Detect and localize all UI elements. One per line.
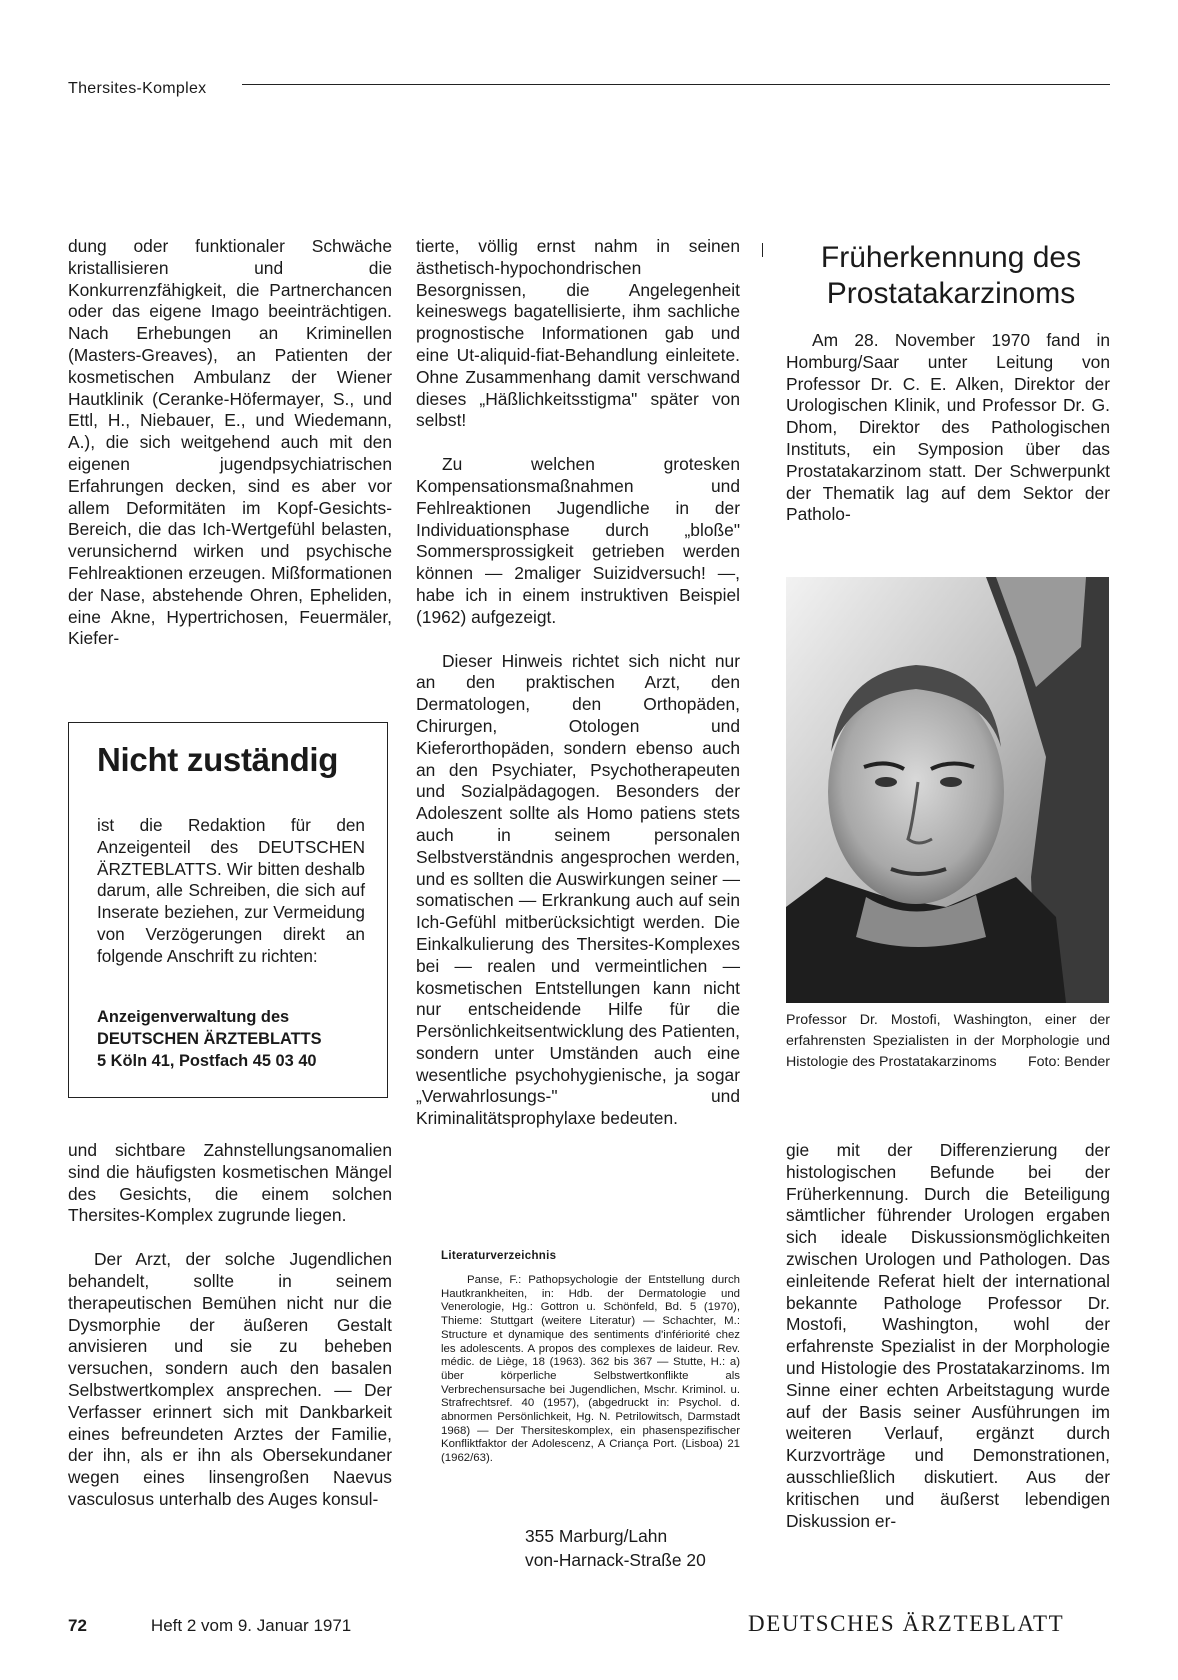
- address-line: 355 Marburg/Lahn: [525, 1526, 668, 1546]
- paragraph: und sichtbare Zahnstellungsanomalien sind die häufigsten kosmetischen Mängel des Gesichts, die einem solchen Thersites-Komplex zugrunde liegen.: [68, 1140, 392, 1226]
- paragraph: dung oder funktionaler Schwäche kristallisieren und die Konkurrenzfähigkeit, die Partnerchancen oder das eigene Imago beeinträchtigen. Nach Erhebungen an Kriminellen (Masters-Greaves), an Patienten der kosmetischen Ambulanz der Wiener Hautklinik (Ceranke-Höfermayer, S., und Ettl, H., Niebauer, E., und Wiedemann, A.), die sich weitgehend auch mit den eigenen jugendpsychiatrischen Erfahrungen decken, sind es aber vor allem Deformitäten im Kopf-Gesichts-Bereich, die das Ich-Wertgefühl belasten, verunsichernd wirken und psychische Fehlreaktionen erzeugen. Mißformationen der Nase, abstehende Ohren, Epheliden, eine Akne, Hypertrichosen, Feuermäler, Kiefer-: [68, 236, 392, 649]
- paragraph: Der Arzt, der solche Jugendlichen behandelt, sollte in seinem therapeutischen Bemühen nicht nur die Dysmorphie der äußeren Gestalt anvisieren und sie zu beheben versuchen, sondern auch den basalen Selbstwertkomplex ansprechen. — Der Verfasser erinnert sich mit Dankbarkeit eines befreundeten Arztes der Familie, der ihn, als er ihn als Obersekundaner wegen eines linsengroßen Naevus vasculosus unterhalb des Auges konsul-: [68, 1249, 392, 1509]
- paragraph: Dieser Hinweis richtet sich nicht nur an den praktischen Arzt, den Dermatologen, den Orthopäden, Chirurgen, Otologen und Kieferorthopäden, sondern ebenso auch an den Psychiater, Psychotherapeuten und Sozialpädagogen. Besonders der Adoleszent sollte als Homo patiens stets auch in seinem personalen Selbstverständnis angesprochen werden, und es sollten die Auswirkungen seiner — somatischen — Erkrankung auch auf sein Ich-Gefühl mitberücksichtigt werden. Die Einkalkulierung des Thersites-Komplexes bei — realen und vermeintlichen — kosmetischen Entstellungen kann nicht nur entscheidende Hilfe für die Persönlichkeitsentwicklung des Patienten, sondern unter Umständen auch eine wesentliche psychohygienische, ja sogar „Verwahrlosungs-" und Kriminalitätsprophylaxe bedeuten.: [416, 650, 740, 1129]
- column-1-top: [68, 236, 392, 672]
- literature-text: [441, 1274, 740, 1466]
- column-3-bottom: [786, 1140, 1110, 1554]
- paragraph: gie mit der Differenzierung der histologischen Befunde bei der Früherkennung. Durch die Beteiligung sämtlicher führender Urologen ergaben sich ideale Diskussionsmöglichkeiten zwischen Urologen und Pathologen. Das einleitende Referat hielt der international bekannte Pathologe Professor Dr. Mostofi, Washington, wohl der erfahrenste Spezialist in der Morphologie und Histologie des Prostatakarzinoms. Im Sinne einer echten Arbeitstagung wurde auf der Basis seiner Ausführungen im weiteren Verlauf, ergänzt durch Kurzvorträge und Demonstrationen, ausschließlich diskutiert. Aus der kritischen und äußerst lebendigen Diskussion er-: [786, 1140, 1110, 1531]
- notice-box: [68, 722, 388, 1098]
- photo-caption: [786, 1010, 1110, 1073]
- notice-title: Nicht zuständig: [97, 741, 339, 778]
- page-number: 72: [68, 1616, 87, 1635]
- column-1-bottom: [68, 1140, 392, 1533]
- paragraph: tierte, völlig ernst nahm in seinen ästhetisch-hypochondrischen Besorgnissen, die Angelegenheit keineswegs bagatellisierte, ihm sachliche prognostische Informationen gab und eine Ut-aliquid-fiat-Behandlung einleitete. Ohne Zusammenhang damit verschwand dieses „Häßlichkeitsstigma" später von selbst!: [416, 236, 740, 431]
- column-2: [416, 236, 740, 1152]
- address-line: 5 Köln 41, Postfach 45 03 40: [97, 1051, 317, 1070]
- journal-name: DEUTSCHES ÄRZTEBLATT: [748, 1611, 1065, 1636]
- running-title: Thersites-Komplex: [68, 80, 207, 97]
- header-rule: [242, 84, 1110, 85]
- paragraph: Zu welchen grotesken Kompensationsmaßnahmen und Fehlreaktionen Jugendliche in der Individuationsphase durch „bloße" Sommersprossigkeit getrieben werden können — 2maliger Suizidversuch! —, habe ich in einem instruktiven Beispiel (1962) aufgezeigt.: [416, 454, 740, 627]
- literature-heading: Literaturverzeichnis: [441, 1250, 557, 1262]
- column-divider: [762, 243, 763, 257]
- article-headline: Früherkennung des Prostatakarzinoms: [820, 241, 1082, 310]
- portrait-photo: [786, 577, 1109, 1003]
- notice-text: ist die Redaktion für den Anzeigenteil des DEUTSCHEN ÄRZTEBLATTS. Wir bitten deshalb darum, alle Schreiben, die sich auf Inserate beziehen, zur Vermeidung von Verzögerungen direkt an folgende Anschrift zu richten:: [97, 815, 365, 966]
- issue-info: Heft 2 vom 9. Januar 1971: [150, 1616, 352, 1635]
- literature-entries: Panse, F.: Pathopsychologie der Entstellung durch Hautkrankheiten, in: Hdb. der Dermatologie und Venerologie, Hg.: Gottron u. Schönfeld, Bd. 5 (1970), Thieme: Stuttgart (weitere Literatur) — Schachter, M.: Structure et dynamique des sentiments d'infériorité chez les adolescents. A propos des complexes de laideur. Rev. médic. de Liège, 18 (1963). 362 bis 367 — Stutte, H.: a) über körperliche Selbstwertkonflikte als Verbrechensursache bei Jugendlichen, Mschr. Kriminol. u. Strafrechtsref. 40 (1957), (abgedruckt in: Psychol. d. abnormen Persönlichkeit, Hg. N. Petrilowitsch, Darmstadt 1968) — Der Thersiteskomplex, ein phasenspezifischer Konfliktfaktor der Adolescenz, A Criança Port. (Lisboa) 21 (1962/63).: [441, 1274, 740, 1465]
- portrait-illustration: [786, 577, 1109, 1003]
- notice-address: [97, 1007, 367, 1072]
- paragraph: Am 28. November 1970 fand in Homburg/Saar unter Leitung von Professor Dr. C. E. Alken, Direktor der Urologischen Klinik, und Professor Dr. G. Dhom, Direktor des Pathologischen Instituts, ein Symposion über das Prostatakarzinom statt. Der Schwerpunkt der Thematik lag auf dem Sektor der Patholo-: [786, 330, 1110, 525]
- footer-left: [68, 1616, 351, 1636]
- address-line: Anzeigenverwaltung des: [97, 1008, 290, 1026]
- address-line: von-Harnack-Straße 20: [525, 1550, 706, 1570]
- address-line: DEUTSCHEN ÄRZTEBLATTS: [97, 1029, 322, 1048]
- column-3-top: [786, 330, 1110, 548]
- author-address: [525, 1524, 706, 1572]
- caption-text: Professor Dr. Mostofi, Washington, einer der erfahrensten Spezialisten in der Morphologie und Histologie des Prostatakarzinoms: [786, 1012, 1110, 1070]
- photo-credit: Foto: Bender: [1027, 1054, 1110, 1070]
